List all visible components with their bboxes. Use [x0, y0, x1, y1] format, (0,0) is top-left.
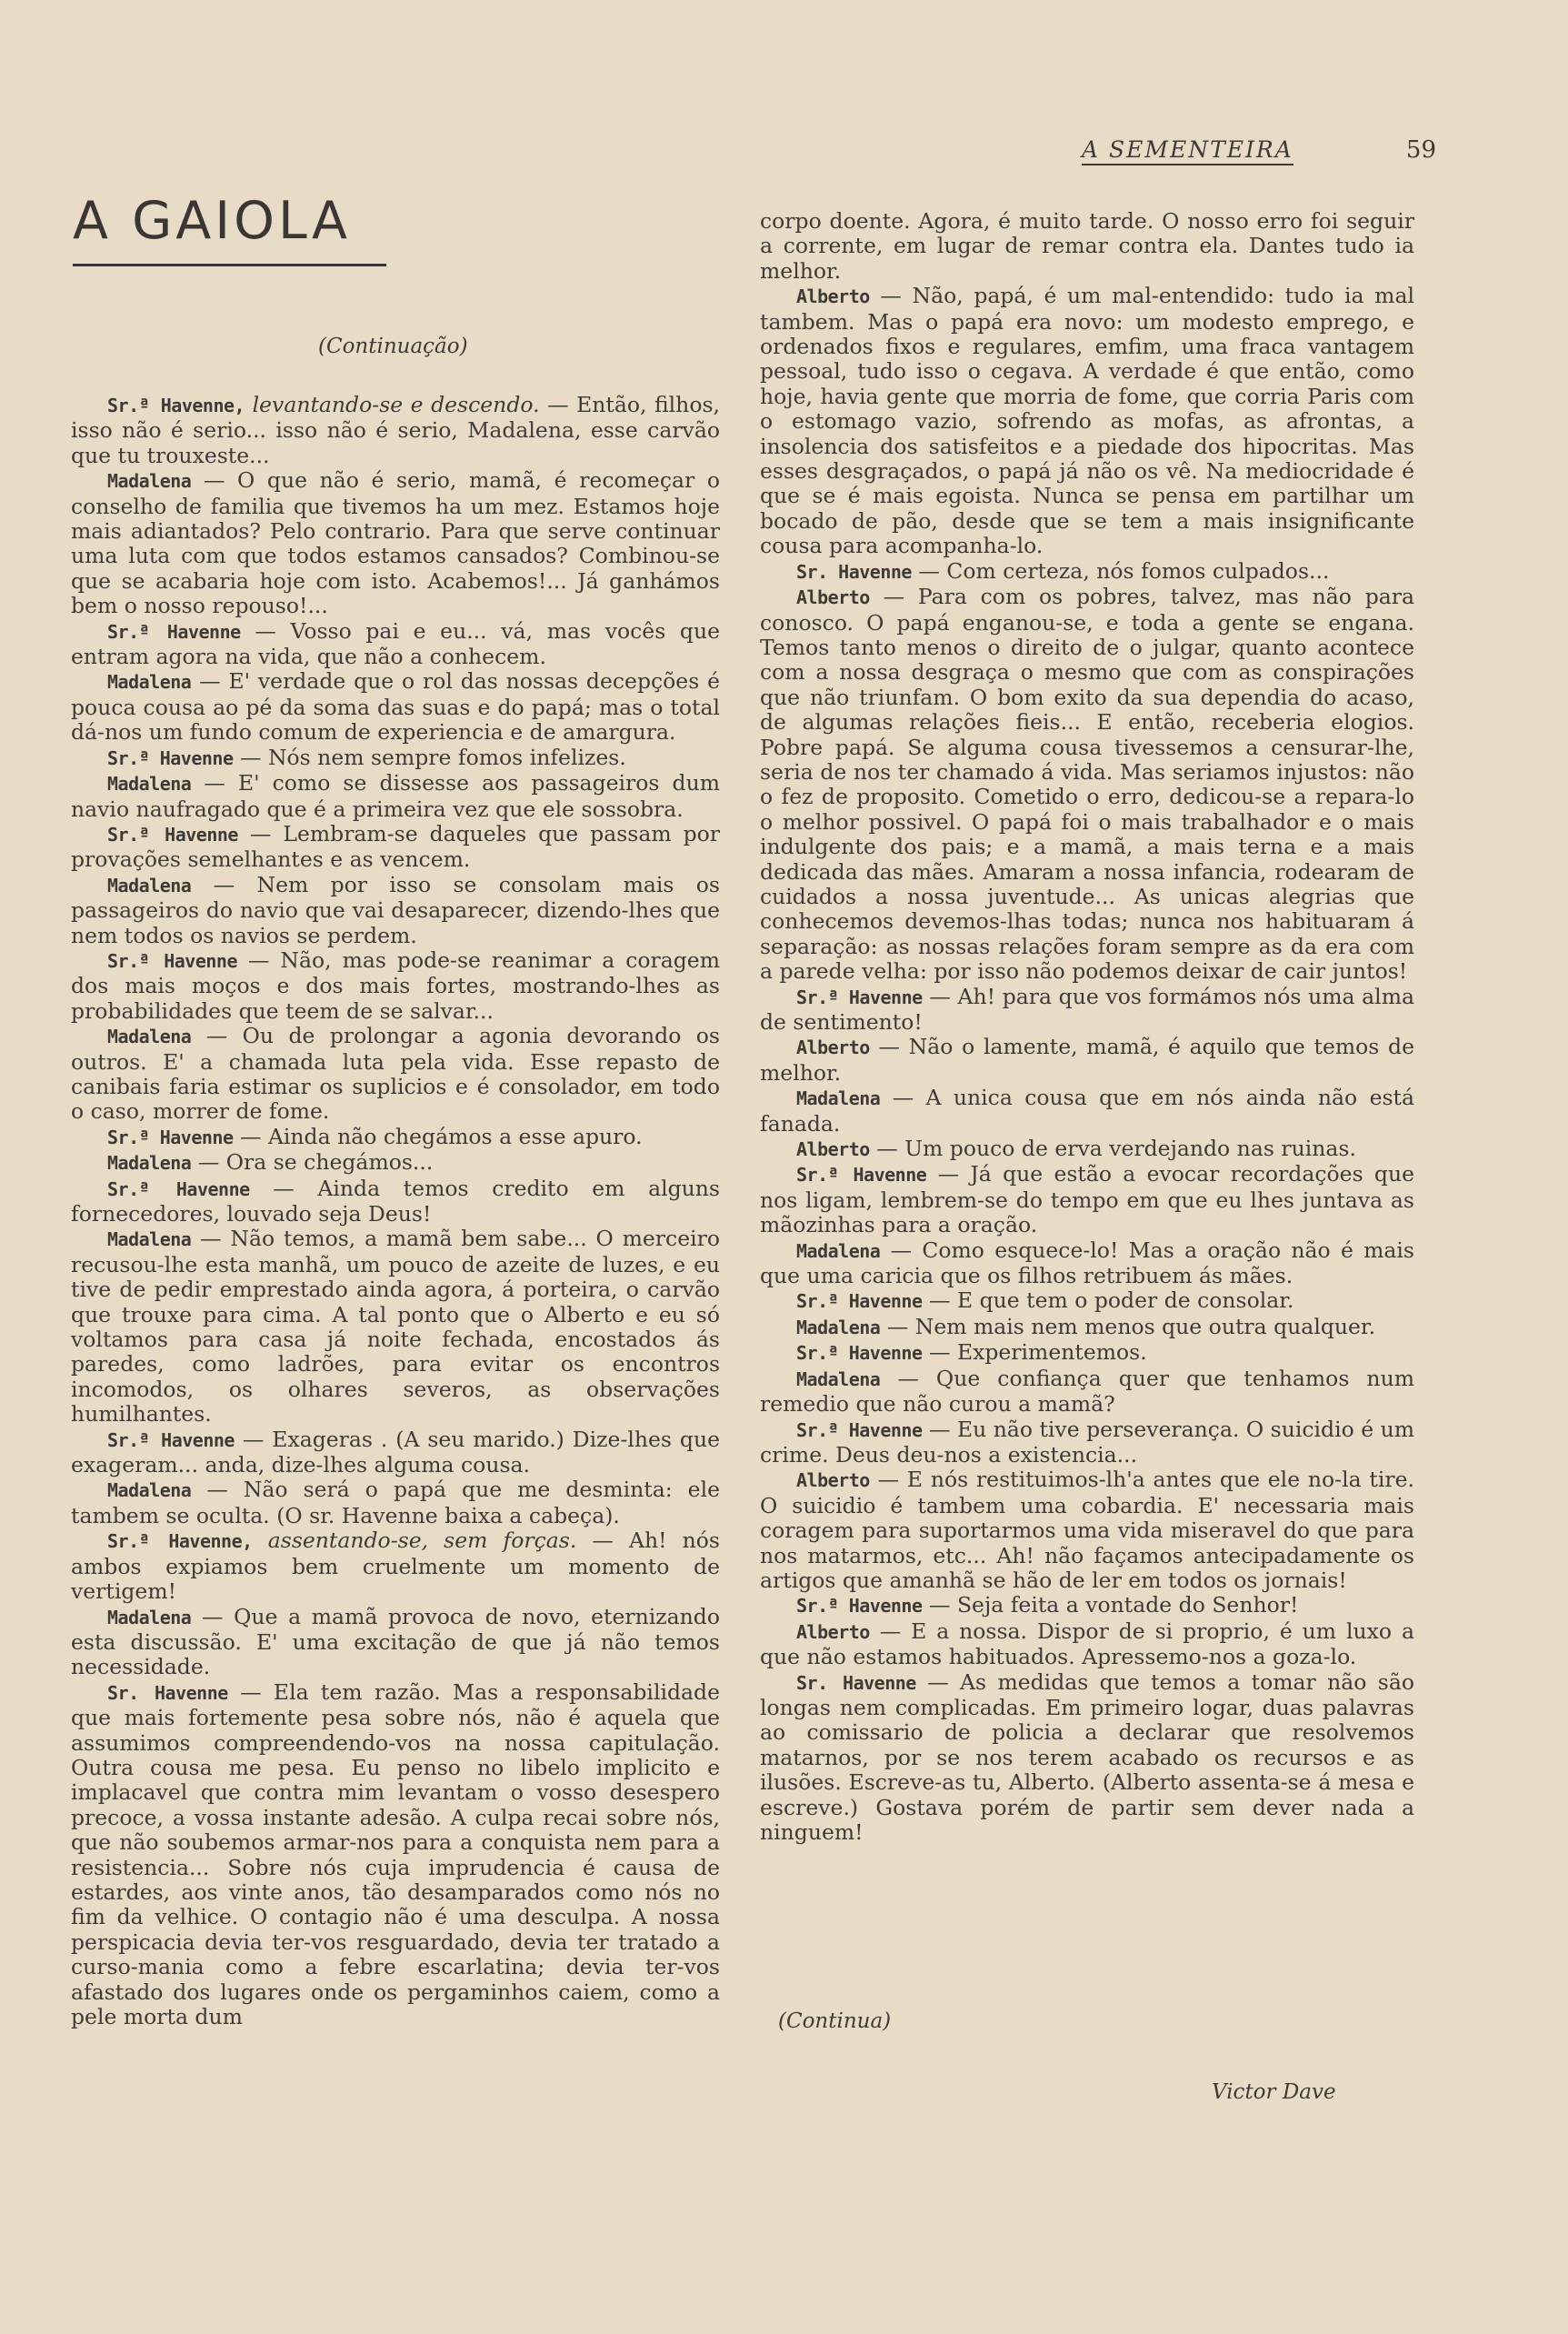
speaker-name: Sr.ª Havenne: [796, 1418, 923, 1441]
dialogue-text: — Seja feita a vontade do Senhor!: [922, 1592, 1299, 1618]
dialogue-text: — Não será o papá que me desminta: ele tambem se oculta. (O sr. Havenne baixa a cabeça).: [71, 1477, 720, 1528]
dialogue-paragraph: [71, 393, 720, 468]
speaker-name: Sr.ª Havenne: [107, 949, 237, 972]
speaker-name: Alberto: [796, 285, 870, 308]
page-number: 59: [1405, 136, 1436, 164]
speaker-name: Alberto: [796, 1469, 870, 1492]
speaker-name: Sr.ª Havenne: [796, 1290, 923, 1313]
dialogue-text: — Ou de prolongar a agonia devorando os outros. E' a chamada luta pela vida. Esse repasto de canibais faria estimar os suplicios e é consolador, em todo o caso, morrer de fome.: [71, 1023, 720, 1125]
speaker-name: Sr.ª Havenne: [107, 1177, 250, 1200]
dialogue-paragraph: [760, 1315, 1414, 1340]
dialogue-text: — Exageras . (A seu marido.) Dize-lhes que exageram... anda, dize-lhes alguma cousa.: [71, 1426, 720, 1478]
dialogue-text: — Lembram-se daqueles que passam por provações semelhantes e as vencem.: [71, 820, 720, 873]
dialogue-paragraph: [71, 1680, 720, 2030]
speaker-name: Madalena: [796, 1239, 881, 1262]
speaker-name: Alberto: [796, 586, 870, 609]
speaker-name: Sr.ª Havenne: [107, 1428, 235, 1451]
speaker-name: Madalena: [796, 1087, 881, 1110]
dialogue-text: — Ah! para que vos formámos nós uma alma de sentimento!: [760, 983, 1414, 1035]
speaker-name: Madalena: [107, 1026, 192, 1048]
speaker-name: Madalena: [107, 773, 192, 796]
dialogue-paragraph: [71, 746, 720, 771]
dialogue-text: — Nós nem sempre fomos infelizes.: [233, 744, 626, 770]
publication-title: A SEMENTEIRA: [1082, 136, 1293, 165]
dialogue-paragraph: [71, 468, 720, 618]
dialogue-paragraph: [71, 1528, 720, 1604]
speaker-name: Sr.ª Havenne: [107, 1126, 234, 1148]
dialogue-text: — E nós restituimos-lh'a antes que ele no-la tire. O suicidio é tambem uma cobardia. E' necessaria mais coragem para suportarmos uma vida miseravel do que para nos matarmos, etc... Ah! não façamos antecipadamente os artigos que amanhã se hão de ler em todos os jornais!: [760, 1467, 1414, 1593]
author-signature: Victor Dave: [1212, 2080, 1336, 2104]
stage-direction: levantando-se e descendo.: [252, 392, 540, 417]
dialogue-text: — Ainda temos credito em alguns fornecedores, louvado seja Deus!: [71, 1175, 720, 1227]
dialogue-text: — Ela tem razão. Mas a responsabilidade que mais fortemente pesa sobre nós, não é aquela que assumimos compreendendo-vos na nossa capitulação. Outra cousa me pesa. Eu penso no libelo implicito e implacavel que contra mim levantam o vosso desespero precoce, a vossa instante adesão. A culpa recai sobre nós, que não soubemos armar-nos para a conquista nem para a resistencia... Sobre nós cuja imprudencia é causa de estardes, aos vinte anos, tão desamparados como nós no fim da velhice. O contagio não é uma desculpa. A nossa perspicacia devia ter-vos resguardado, devia ter tratado a curso-mania como a febre escarlatina; devia ter-vos afastado dos lugares onde os pergaminhos caiem, como a pele morta dum: [71, 1678, 720, 2029]
dialogue-paragraph: [760, 985, 1414, 1036]
speaker-name: Madalena: [107, 874, 192, 897]
dialogue-text: — Não o lamente, mamã, é aquilo que temos de melhor.: [760, 1034, 1414, 1086]
dialogue-text: — E' como se dissesse aos passageiros dum navio naufragado que é a primeira vez que ele sossobra.: [71, 770, 720, 822]
stage-direction: assentando-se, sem forças.: [267, 1528, 577, 1554]
continued-note: (Continua): [778, 2009, 892, 2033]
dialogue-paragraph: [71, 1478, 720, 1528]
dialogue-paragraph: [71, 619, 720, 670]
speaker-name: Sr.ª Havenne: [107, 746, 234, 769]
dialogue-paragraph: [760, 559, 1414, 585]
dialogue-text: — Não, papá, é um mal-entendido: tudo ia mal tambem. Mas o papá era novo: um modesto emprego, e ordenados fixos e regulares, emfim, uma fraca vantagem pessoal, tudo isso o cegava. A verdade é que então, como hoje, havia gente que morria de fome, que corria Paris com o estomago vazio, sofrendo as mofas, as afrontas, a insolencia dos satisfeitos e a piedade dos hipocritas. Mas esses desgraçados, o papá já não os vê. Na mediocridade é que se é mais egoista. Nunca se pensa em partilhar um bocado de pão, desde que se tem a mais insignificante cousa para acompanha-lo.: [760, 283, 1414, 559]
dialogue-text: — A unica cousa que em nós ainda não está fanada.: [760, 1085, 1414, 1137]
dialogue-text: — Com certeza, nós fomos culpados...: [911, 557, 1330, 584]
dialogue-paragraph: [760, 1288, 1414, 1314]
dialogue-text: — Já que estão a evocar recordações que nos ligam, lembrem-se do tempo em que eu lhes juntava as mãozinhas para a oração.: [760, 1161, 1414, 1238]
dialogue-text: corpo doente. Agora, é muito tarde. O nosso erro foi seguir a corrente, em lugar de remar contra ela. Dantes tudo ia melhor.: [760, 208, 1414, 284]
dialogue-text: — E que tem o poder de consolar.: [922, 1287, 1294, 1314]
dialogue-text: — Não temos, a mamã bem sabe... O merceiro recusou-lhe esta manhã, um pouco de azeite de luzes, e eu tive de pedir emprestado ainda agora, á porteira, o carvão que trouxe para cima. A tal ponto que o Alberto e eu só voltamos para casa já noite fechada, encostados ás paredes, como ladrões, para evitar os encontros incomodos, os olhares severos, as observações humilhantes.: [71, 1226, 720, 1427]
speaker-name: Sr.ª Havenne: [107, 823, 238, 846]
dialogue-text: — Nem por isso se consolam mais os passageiros do navio que vai desaparecer, dizendo-lhes que nem todos os navios se perdem.: [71, 871, 720, 948]
article-subtitle: (Continuação): [318, 335, 468, 358]
dialogue-text: — Ah! nós ambos expiamos bem cruelmente um momento de vertigem!: [71, 1528, 720, 1605]
speaker-name: Sr.ª Havenne: [796, 1595, 923, 1618]
speaker-name: Sr.ª Havenne,: [107, 395, 245, 416]
dialogue-paragraph: [71, 1150, 720, 1176]
running-head: [1073, 136, 1436, 176]
dialogue-paragraph: [71, 1177, 720, 1227]
dialogue-paragraph: [71, 1024, 720, 1125]
speaker-name: Madalena: [107, 1606, 192, 1628]
dialogue-text: — Nem mais nem menos que outra qualquer.: [880, 1313, 1376, 1339]
dialogue-paragraph: [760, 1162, 1414, 1237]
dialogue-paragraph: [71, 771, 720, 822]
dialogue-text: — Como esquece-lo! Mas a oração não é mais que uma caricia que os filhos retribuem ás mães.: [760, 1237, 1414, 1289]
speaker-name: Sr.ª Havenne,: [107, 1530, 253, 1553]
dialogue-paragraph: [760, 1593, 1414, 1618]
speaker-name: Sr. Havenne: [796, 1671, 916, 1694]
speaker-name: Alberto: [796, 1620, 870, 1643]
dialogue-paragraph: [71, 1427, 720, 1478]
left-column: [71, 393, 720, 2029]
dialogue-paragraph: [760, 1619, 1414, 1670]
dialogue-paragraph: [760, 209, 1414, 284]
dialogue-paragraph: [71, 822, 720, 873]
dialogue-paragraph: [760, 585, 1414, 985]
speaker-name: Madalena: [107, 1152, 192, 1175]
speaker-name: Alberto: [796, 1138, 870, 1161]
dialogue-paragraph: [71, 669, 720, 745]
dialogue-paragraph: [760, 1340, 1414, 1366]
dialogue-paragraph: [760, 1468, 1414, 1593]
title-underline: [73, 264, 386, 266]
dialogue-paragraph: [71, 1125, 720, 1150]
dialogue-text: — E a nossa. Dispor de si proprio, é um luxo a que não estamos habituados. Apressemo-nos a goza-lo.: [760, 1618, 1414, 1670]
article-title: A GAIOLA: [73, 191, 352, 251]
dialogue-text: — Ainda não chegámos a esse apuro.: [233, 1123, 643, 1149]
speaker-name: Sr.ª Havenne: [796, 986, 923, 1008]
dialogue-text: — E' verdade que o rol das nossas decepções é pouca cousa ao pé da soma das suas e do papá; mas o total dá-nos um fundo comum de experiencia e de amargura.: [71, 668, 720, 746]
dialogue-paragraph: [760, 1670, 1414, 1846]
speaker-name: Sr. Havenne: [107, 1681, 228, 1704]
speaker-name: Madalena: [796, 1367, 881, 1390]
dialogue-paragraph: [71, 948, 720, 1024]
dialogue-paragraph: [760, 1367, 1414, 1417]
speaker-name: Sr. Havenne: [796, 560, 912, 583]
dialogue-paragraph: [760, 1238, 1414, 1289]
dialogue-text: — O que não é serio, mamã, é recomeçar o conselho de familia que tivemos ha um mez. Estamos hoje mais adiantados? Pelo contrario. Para que serve continuar uma luta com que todos estamos cansados? Combinou-se que se acabaria hoje com isto. Acabemos!... Já ganhámos bem o nosso repouso!...: [71, 467, 720, 619]
dialogue-paragraph: [71, 1227, 720, 1427]
dialogue-text: — Então, filhos, isso não é serio... isso não é serio, Madalena, esse carvão que tu trouxeste...: [71, 392, 721, 468]
speaker-name: Madalena: [107, 1479, 192, 1502]
speaker-name: Sr.ª Havenne: [107, 620, 241, 643]
dialogue-paragraph: [760, 1417, 1414, 1468]
dialogue-paragraph: [760, 1086, 1414, 1137]
dialogue-text: — As medidas que temos a tomar não são longas nem complicadas. Em primeiro logar, duas palavras ao comissario de policia a declarar que resolvemos matarnos, por se nos terem acabado os recursos e as ilusões. Escreve-as tu, Alberto. (Alberto assenta-se á mesa e escreve.) Gostava porém de partir sem dever nada a ninguem!: [760, 1668, 1414, 1845]
right-column: [760, 209, 1414, 1845]
speaker-name: Madalena: [107, 470, 192, 493]
dialogue-text: — Vosso pai e eu... vá, mas vocês que entram agora na vida, que não a conhecem.: [71, 617, 720, 670]
speaker-name: Madalena: [796, 1316, 881, 1338]
dialogue-text: — Não, mas pode-se reanimar a coragem dos mais moços e dos mais fortes, mostrando-lhes as probabilidades que teem de se salvar...: [71, 947, 720, 1024]
dialogue-paragraph: [760, 1137, 1414, 1162]
dialogue-text: — Que confiança quer que tenhamos num remedio que não curou a mamã?: [760, 1365, 1414, 1417]
speaker-name: Alberto: [796, 1037, 870, 1059]
dialogue-paragraph: [71, 873, 720, 948]
speaker-name: Madalena: [107, 671, 192, 694]
dialogue-paragraph: [760, 1035, 1414, 1086]
speaker-name: Sr.ª Havenne: [796, 1342, 923, 1365]
speaker-name: Madalena: [107, 1228, 192, 1251]
dialogue-text: — Ora se chegámos...: [191, 1149, 434, 1176]
dialogue-text: — Para com os pobres, talvez, mas não para conosco. O papá enganou-se, e toda a gente se engana. Temos tanto menos o direito de o julgar, quanto acontece com a nossa desgraça o mesmo que com as conspirações que não triunfam. O bom exito da sua dependia do acaso, de algumas relações fieis... E então, receberia elogios. Pobre papá. Se alguma cousa tivessemos a censurar-lhe, seria de nos ter chamado á vida. Mas seriamos injustos: não o fez de proposito. Cometido o erro, dedicou-se a repara-lo o melhor possivel. O papá foi o mais trabalhador e o mais indulgente dos pais; e a mamã, a mais terna e a mais dedicada das mães. Amaram a nossa infancia, rodearam de cuidados a nossa juventude... As unicas alegrias que conhecemos devemos-lhas todas; nunca nos habituaram á separação: as nossas relações foram sempre as da era com a parede velha: por isso não podemos deixar de cair juntos!: [760, 584, 1414, 985]
dialogue-text: — Um pouco de erva verdejando nas ruinas.: [869, 1136, 1356, 1162]
dialogue-paragraph: [71, 1605, 720, 1680]
dialogue-paragraph: [760, 284, 1414, 558]
dialogue-text: — Experimentemos.: [922, 1339, 1147, 1366]
dialogue-text: — Que a mamã provoca de novo, eternizando esta discussão. E' uma excitação de que já não temos necessidade.: [71, 1603, 720, 1680]
dialogue-text: — Eu não tive perseverança. O suicidio é um crime. Deus deu-nos a existencia...: [760, 1416, 1414, 1468]
speaker-name: Sr.ª Havenne: [796, 1164, 927, 1187]
